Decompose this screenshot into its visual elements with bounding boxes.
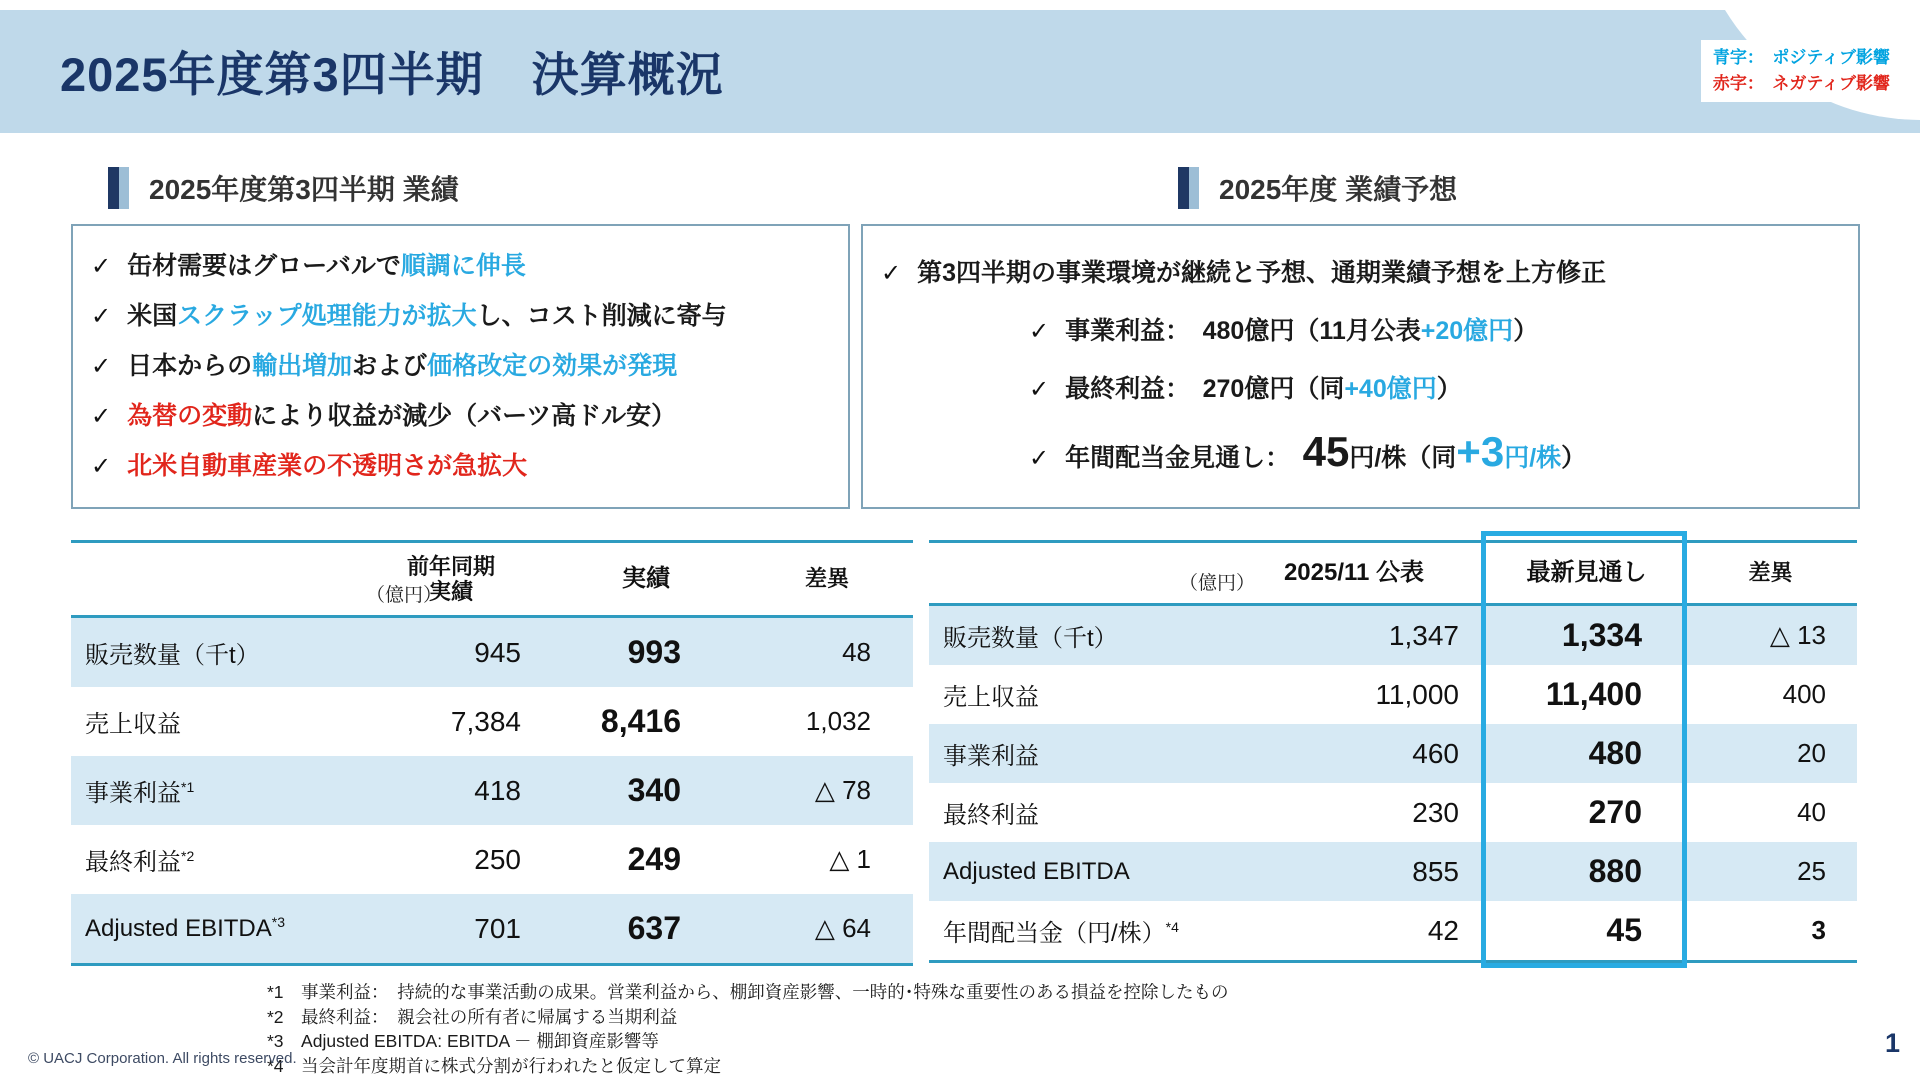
value-cell: 250 — [474, 843, 521, 875]
value-cell: △ 64 — [814, 913, 871, 943]
checklist-item — [91, 351, 838, 382]
value-cell: 8,416 — [600, 703, 681, 739]
value-cell: 48 — [842, 637, 871, 667]
column-header: 2025/11 公表 — [1283, 559, 1425, 587]
footnote: *1 事業利益： 持続的な事業活動の成果。営業利益から、棚卸資産影響、一時的･特殊な重要性のある損益を控除したもの — [267, 982, 1229, 1002]
footnote-ref: *3 — [271, 914, 285, 930]
checklist-text — [1065, 374, 1462, 405]
checklist-text — [1065, 428, 1587, 476]
table-row — [71, 687, 913, 756]
text-segment: 事業利益： 480億円（11月公表 — [1065, 317, 1421, 346]
text-segment: ） — [1513, 317, 1539, 346]
value-cell: 993 — [627, 634, 681, 670]
row-label: 販売数量（千t） — [85, 642, 260, 669]
checklist-item — [881, 316, 1848, 347]
forecast-highlights-box — [861, 224, 1860, 509]
section-header-q3-results — [108, 166, 459, 210]
text-segment: 順調に伸長 — [400, 251, 526, 280]
legend-negative-label: 赤字： ネガティブ影響 — [1712, 74, 1890, 93]
value-cell: 270 — [1588, 794, 1642, 830]
checklist-text — [917, 258, 1606, 289]
footnote: *3 Adjusted EBITDA: EBITDA － 棚卸資産影響等 — [267, 1031, 659, 1051]
check-icon: ✓ — [91, 302, 112, 330]
legend-positive-label: 青字： ポジティブ影響 — [1712, 48, 1890, 67]
value-cell: 3 — [1811, 915, 1826, 945]
table-header-row — [71, 540, 913, 618]
text-segment: 第3四半期の事業環境が継続と予想、通期業績予想を上方修正 — [917, 259, 1607, 288]
value-cell: 400 — [1782, 679, 1826, 709]
text-segment: 45 — [1302, 428, 1350, 476]
row-label: 事業利益$^{*1}$ — [85, 779, 195, 807]
column-header: 最新見通し — [1526, 559, 1647, 587]
section-marker-icon — [1178, 167, 1199, 209]
table-row — [929, 901, 1857, 960]
check-icon: ✓ — [91, 452, 112, 480]
checklist-text — [127, 451, 527, 482]
check-icon: ✓ — [91, 352, 112, 380]
value-cell: 45 — [1606, 912, 1642, 948]
checklist-item — [91, 301, 838, 332]
value-cell: 40 — [1797, 797, 1826, 827]
section-header-forecast — [1178, 166, 1457, 210]
column-header: 差異 — [804, 566, 849, 592]
row-label: 最終利益 — [943, 802, 1039, 829]
value-cell: 25 — [1797, 856, 1826, 886]
checklist-text — [1065, 316, 1538, 347]
table-row — [71, 894, 913, 963]
text-segment: 円/株（同 — [1349, 444, 1457, 473]
check-icon: ✓ — [1029, 375, 1050, 403]
table-header-row — [929, 540, 1857, 606]
footnotes — [267, 980, 1229, 1078]
footnote: *2 最終利益： 親会社の所有者に帰属する当期利益 — [267, 1006, 678, 1027]
value-cell: 1,334 — [1561, 617, 1642, 653]
q3-highlights-box — [71, 224, 850, 509]
check-icon: ✓ — [91, 402, 112, 430]
value-cell: 880 — [1588, 853, 1642, 889]
text-segment: 日本からの — [127, 351, 253, 380]
footnote-ref: *4 — [1165, 919, 1179, 935]
text-segment: し、コスト削減に寄与 — [476, 301, 727, 330]
section-marker-icon — [108, 167, 129, 209]
value-cell: 480 — [1588, 735, 1642, 771]
value-cell: 418 — [474, 774, 521, 806]
check-icon: ✓ — [1029, 318, 1050, 346]
forecast-table — [929, 540, 1857, 963]
table-unit-label: （億円） — [366, 585, 443, 606]
table-row — [929, 783, 1857, 842]
value-cell: 42 — [1427, 914, 1459, 946]
table-row — [929, 606, 1857, 665]
row-label: Adjusted EBITDA$^{*3}$ — [85, 914, 285, 942]
value-cell: 230 — [1412, 796, 1459, 828]
checklist-text — [127, 301, 727, 332]
value-cell: 7,384 — [450, 705, 521, 737]
table-row — [929, 665, 1857, 724]
value-cell: 1,347 — [1388, 619, 1459, 651]
text-segment: 輸出増加 — [252, 351, 353, 380]
footnote-ref: *2 — [181, 848, 195, 864]
column-header: 差異 — [1748, 560, 1793, 586]
row-label: 売上収益 — [943, 684, 1039, 711]
value-cell: 701 — [474, 912, 521, 944]
section-title-q3-results: 2025年度第3四半期 業績 — [149, 174, 459, 205]
check-icon: ✓ — [881, 260, 902, 288]
table-row — [929, 842, 1857, 901]
text-segment: +40億円 — [1344, 374, 1437, 403]
text-segment: 最終利益： 270億円（同 — [1065, 374, 1345, 403]
table-row — [71, 618, 913, 687]
value-cell: 340 — [627, 772, 681, 808]
footnote: *4 当会計年度期首に株式分割が行われたと仮定して算定 — [267, 1055, 722, 1076]
value-cell: 460 — [1412, 737, 1459, 769]
check-icon: ✓ — [1029, 445, 1050, 473]
checklist-text — [127, 351, 677, 382]
text-segment: および — [352, 351, 428, 380]
text-segment: により収益が減少（バーツ高ドル安） — [252, 401, 677, 430]
q3-results-table — [71, 540, 913, 966]
checklist-text — [127, 401, 676, 432]
row-label: 販売数量（千t） — [943, 625, 1118, 652]
text-segment: +3 — [1456, 428, 1505, 476]
value-cell: 855 — [1412, 855, 1459, 887]
text-segment: 為替の変動 — [127, 401, 253, 430]
text-segment: 缶材需要はグローバルで — [127, 251, 401, 280]
table-row — [71, 756, 913, 825]
title-banner — [0, 10, 1920, 133]
column-header: 実績 — [622, 565, 670, 593]
checklist-item — [91, 451, 838, 482]
value-cell: 249 — [627, 841, 681, 877]
text-segment: 円/株 — [1504, 444, 1562, 473]
value-cell: △ 13 — [1769, 620, 1826, 650]
value-cell: 20 — [1797, 738, 1826, 768]
section-title-forecast: 2025年度 業績予想 — [1219, 174, 1458, 205]
checklist-item — [91, 401, 838, 432]
page-title: 2025年度第3四半期 決算概況 — [60, 48, 724, 101]
value-cell: 11,000 — [1375, 678, 1459, 710]
text-segment: 米国 — [127, 301, 178, 330]
text-segment: 北米自動車産業の不透明さが急拡大 — [127, 451, 528, 480]
text-segment: ） — [1436, 374, 1462, 403]
page-number: 1 — [1884, 1028, 1900, 1058]
row-label: Adjusted EBITDA — [943, 857, 1130, 885]
checklist-item — [91, 251, 838, 282]
value-cell: 945 — [474, 636, 521, 668]
text-segment: +20億円 — [1420, 317, 1514, 346]
text-segment: 価格改定の効果が発現 — [427, 351, 678, 380]
check-icon: ✓ — [91, 252, 112, 280]
copyright-notice: © UACJ Corporation. All rights reserved. — [28, 1050, 297, 1067]
text-segment: スクラップ処理能力が拡大 — [177, 301, 477, 330]
color-legend — [1701, 40, 1902, 102]
value-cell: 637 — [627, 910, 681, 946]
text-segment: ） — [1561, 444, 1587, 473]
row-label: 年間配当金（円/株）$^{*4}$ — [943, 919, 1179, 947]
table-unit-label: （億円） — [1179, 573, 1256, 594]
text-segment: 年間配当金見通し： — [1065, 444, 1303, 473]
footnote-ref: *1 — [181, 779, 195, 795]
checklist-item — [881, 374, 1848, 405]
value-cell: 1,032 — [805, 706, 871, 736]
table-row — [71, 825, 913, 894]
checklist-item — [881, 428, 1848, 476]
value-cell: 11,400 — [1545, 676, 1642, 712]
row-label: 最終利益$^{*2}$ — [85, 848, 195, 876]
value-cell: △ 1 — [829, 844, 871, 874]
checklist-item — [881, 258, 1848, 289]
row-label: 事業利益 — [943, 743, 1039, 770]
checklist-text — [127, 251, 526, 282]
column-header: 前年同期 実績 — [406, 553, 495, 604]
value-cell: △ 78 — [814, 775, 871, 805]
table-row — [929, 724, 1857, 783]
row-label: 売上収益 — [85, 711, 181, 738]
